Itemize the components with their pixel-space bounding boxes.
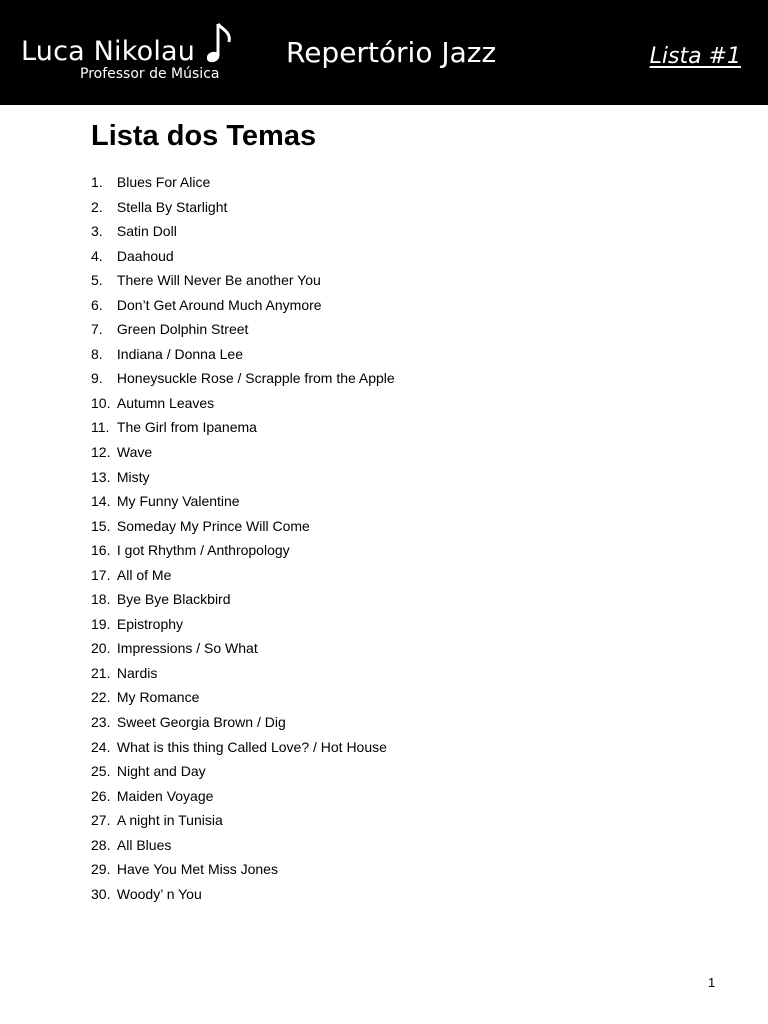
list-item-number: 1. xyxy=(91,174,103,190)
list-item-title: Blues For Alice xyxy=(116,174,211,190)
list-item-number: 14. xyxy=(91,493,111,510)
page-title: Lista dos Temas xyxy=(91,120,317,152)
list-item-title: Daahoud xyxy=(116,247,174,264)
list-item xyxy=(91,612,395,637)
list-item xyxy=(91,195,395,220)
list-item xyxy=(91,538,395,563)
list-item-number: 25. xyxy=(91,763,111,780)
list-item xyxy=(91,489,395,514)
theme-list xyxy=(91,170,395,906)
list-item xyxy=(91,857,395,882)
list-item-title: All of Me xyxy=(116,566,172,583)
list-item xyxy=(91,833,395,858)
list-item-number: 18. xyxy=(91,591,111,608)
list-item-title: Nardis xyxy=(116,664,158,681)
list-item-number: 24. xyxy=(91,738,111,755)
list-item-title: Green Dolphin Street xyxy=(116,321,249,338)
header-title: Repertório Jazz xyxy=(286,36,497,69)
list-item-title: Satin Doll xyxy=(116,223,177,240)
list-item-title: Indiana / Donna Lee xyxy=(116,345,243,362)
brand-subtitle: Professor de Música xyxy=(80,66,220,82)
page-header xyxy=(0,0,768,105)
list-item xyxy=(91,661,395,686)
list-item-number: 3. xyxy=(91,223,103,240)
list-item xyxy=(91,882,395,907)
list-item xyxy=(91,784,395,809)
list-item-title: Stella By Starlight xyxy=(116,198,228,215)
list-item xyxy=(91,563,395,588)
list-item xyxy=(91,170,395,195)
list-item-number: 30. xyxy=(91,885,111,902)
list-item xyxy=(91,440,395,465)
list-item xyxy=(91,268,395,293)
list-item-title: There Will Never Be another You xyxy=(116,272,321,289)
list-item-number: 2. xyxy=(91,198,103,215)
list-item-title: Have You Met Miss Jones xyxy=(116,861,278,878)
list-item-number: 22. xyxy=(91,689,111,706)
list-item-title: Someday My Prince Will Come xyxy=(116,517,310,534)
list-item-number: 23. xyxy=(91,714,111,731)
list-item-number: 6. xyxy=(91,296,103,313)
list-item-number: 13. xyxy=(91,468,111,485)
list-item-number: 12. xyxy=(91,444,111,461)
list-item-number: 27. xyxy=(91,812,111,829)
list-item-title: Sweet Georgia Brown / Dig xyxy=(116,714,286,731)
list-item xyxy=(91,415,395,440)
list-item-number: 4. xyxy=(91,247,103,264)
list-item-title: A night in Tunisia xyxy=(116,812,223,829)
list-item xyxy=(91,293,395,318)
list-item-number: 19. xyxy=(91,615,111,632)
list-item-number: 26. xyxy=(91,787,111,804)
list-item xyxy=(91,317,395,342)
list-item-title: Epistrophy xyxy=(116,615,184,632)
list-item-number: 20. xyxy=(91,640,111,657)
list-item-title: Bye Bye Blackbird xyxy=(116,591,231,608)
list-item-title: Wave xyxy=(116,444,153,461)
list-item-title: Maiden Voyage xyxy=(116,787,214,804)
list-item xyxy=(91,219,395,244)
list-item-number: 16. xyxy=(91,542,111,559)
list-item-number: 28. xyxy=(91,836,111,853)
list-item xyxy=(91,759,395,784)
list-item-number: 5. xyxy=(91,272,103,289)
brand-name: Luca Nikolau xyxy=(21,36,196,67)
list-item-title: Misty xyxy=(116,468,150,485)
list-item xyxy=(91,587,395,612)
list-item xyxy=(91,244,395,269)
list-item-title: Autumn Leaves xyxy=(116,394,215,411)
list-item-title: My Funny Valentine xyxy=(116,493,240,510)
list-item-number: 10. xyxy=(91,394,111,411)
list-item-title: I got Rhythm / Anthropology xyxy=(116,542,290,559)
list-item xyxy=(91,465,395,490)
list-item-number: 29. xyxy=(91,861,111,878)
list-item-title: Don’t Get Around Much Anymore xyxy=(116,296,322,313)
list-item xyxy=(91,808,395,833)
list-item-title: The Girl from Ipanema xyxy=(116,419,257,436)
list-item-number: 15. xyxy=(91,517,111,534)
list-item-number: 8. xyxy=(91,345,103,362)
list-item xyxy=(91,636,395,661)
music-note-icon xyxy=(207,20,237,68)
list-item-number: 7. xyxy=(91,321,103,338)
list-item xyxy=(91,710,395,735)
list-item-title: Woody’ n You xyxy=(116,885,202,902)
list-item-title: Honeysuckle Rose / Scrapple from the Apple xyxy=(116,370,395,387)
list-item-number: 21. xyxy=(91,664,111,681)
list-item-number: 9. xyxy=(91,370,103,387)
list-item xyxy=(91,514,395,539)
list-item-title: Impressions / So What xyxy=(116,640,258,657)
list-item-title: All Blues xyxy=(116,836,172,853)
list-item-title: Night and Day xyxy=(116,763,206,780)
list-item-title: My Romance xyxy=(116,689,200,706)
list-item xyxy=(91,685,395,710)
list-item xyxy=(91,735,395,760)
list-item-number: 17. xyxy=(91,566,111,583)
list-item-title: What is this thing Called Love? / Hot House xyxy=(116,738,387,755)
list-tag: Lista #1 xyxy=(649,44,741,69)
list-item-number: 11. xyxy=(91,419,110,436)
list-item xyxy=(91,342,395,367)
list-item xyxy=(91,391,395,416)
page-number: 1 xyxy=(708,975,716,990)
list-item xyxy=(91,366,395,391)
